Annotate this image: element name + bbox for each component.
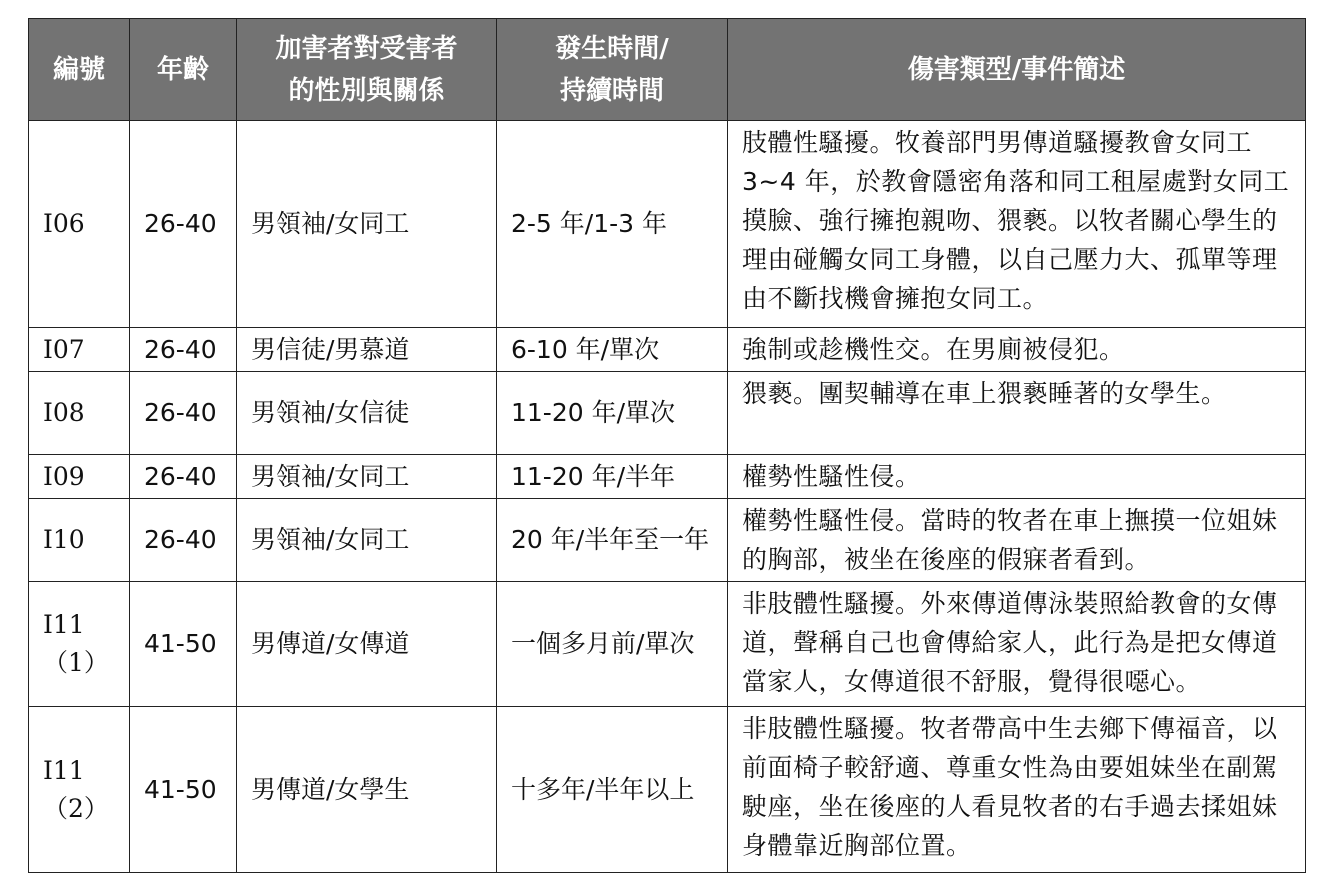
cell-id: I06: [29, 121, 130, 328]
table-row: [29, 328, 1306, 372]
table-row: [29, 455, 1306, 499]
header-id: 編號: [29, 19, 130, 121]
cell-age: 26-40: [130, 372, 237, 455]
cell-id: I11（2）: [29, 707, 130, 873]
cell-description: 權勢性騷性侵。當時的牧者在車上撫摸一位姐妹的胸部，被坐在後座的假寐者看到。: [728, 499, 1306, 582]
cell-time: 20 年/半年至一年: [497, 499, 728, 582]
table-header: [29, 19, 1306, 121]
cell-description: 權勢性騷性侵。: [728, 455, 1306, 499]
header-time: [497, 19, 728, 121]
cell-relation: 男傳道/女傳道: [237, 582, 497, 707]
cell-description: 非肢體性騷擾。外來傳道傳泳裝照給教會的女傳道，聲稱自己也會傳給家人，此行為是把女傳道當家人，女傳道很不舒服，覺得很噁心。: [728, 582, 1306, 707]
cell-relation: 男領袖/女同工: [237, 499, 497, 582]
cell-relation: 男領袖/女同工: [237, 455, 497, 499]
table-row: [29, 372, 1306, 455]
cell-age: 41-50: [130, 582, 237, 707]
header-relation: [237, 19, 497, 121]
cell-age: 26-40: [130, 328, 237, 372]
cell-id: I07: [29, 328, 130, 372]
cell-time: 11-20 年/單次: [497, 372, 728, 455]
cell-description: 肢體性騷擾。牧養部門男傳道騷擾教會女同工 3~4 年，於教會隱密角落和同工租屋處對女同工摸臉、強行擁抱親吻、猥褻。以牧者關心學生的理由碰觸女同工身體，以自己壓力大、孤單等理由不斷找機會擁抱女同工。: [728, 121, 1306, 328]
cell-relation: 男領袖/女信徒: [237, 372, 497, 455]
cell-relation: 男傳道/女學生: [237, 707, 497, 873]
cell-time: 6-10 年/單次: [497, 328, 728, 372]
header-type: 傷害類型/事件簡述: [728, 19, 1306, 121]
cell-description: 強制或趁機性交。在男廁被侵犯。: [728, 328, 1306, 372]
cell-relation: 男領袖/女同工: [237, 121, 497, 328]
header-time-line1: 發生時間/: [555, 33, 669, 64]
cell-id: I08: [29, 372, 130, 455]
cell-description: 非肢體性騷擾。牧者帶高中生去鄉下傳福音，以前面椅子較舒適、尊重女性為由要姐妹坐在副駕駛座，坐在後座的人看見牧者的右手過去揉姐妹身體靠近胸部位置。: [728, 707, 1306, 873]
cell-time: 十多年/半年以上: [497, 707, 728, 873]
header-age: 年齡: [130, 19, 237, 121]
cell-id: I09: [29, 455, 130, 499]
cell-relation: 男信徒/男慕道: [237, 328, 497, 372]
cell-description: 猥褻。團契輔導在車上猥褻睡著的女學生。: [728, 372, 1306, 455]
header-row: [29, 19, 1306, 121]
header-relation-line2: 的性別與關係: [288, 75, 445, 106]
cell-time: 一個多月前/單次: [497, 582, 728, 707]
table-row: [29, 707, 1306, 873]
cell-id: I11（1）: [29, 582, 130, 707]
cell-time: 11-20 年/半年: [497, 455, 728, 499]
cell-age: 26-40: [130, 121, 237, 328]
cell-age: 26-40: [130, 455, 237, 499]
cell-age: 26-40: [130, 499, 237, 582]
cell-id: I10: [29, 499, 130, 582]
cell-age: 41-50: [130, 707, 237, 873]
header-time-line2: 持續時間: [559, 75, 664, 106]
table-row: [29, 499, 1306, 582]
table-body: [29, 121, 1306, 873]
cell-time: 2-5 年/1-3 年: [497, 121, 728, 328]
case-table: [28, 18, 1306, 873]
table-row: [29, 582, 1306, 707]
header-relation-line1: 加害者對受害者: [275, 33, 458, 64]
table-row: [29, 121, 1306, 328]
